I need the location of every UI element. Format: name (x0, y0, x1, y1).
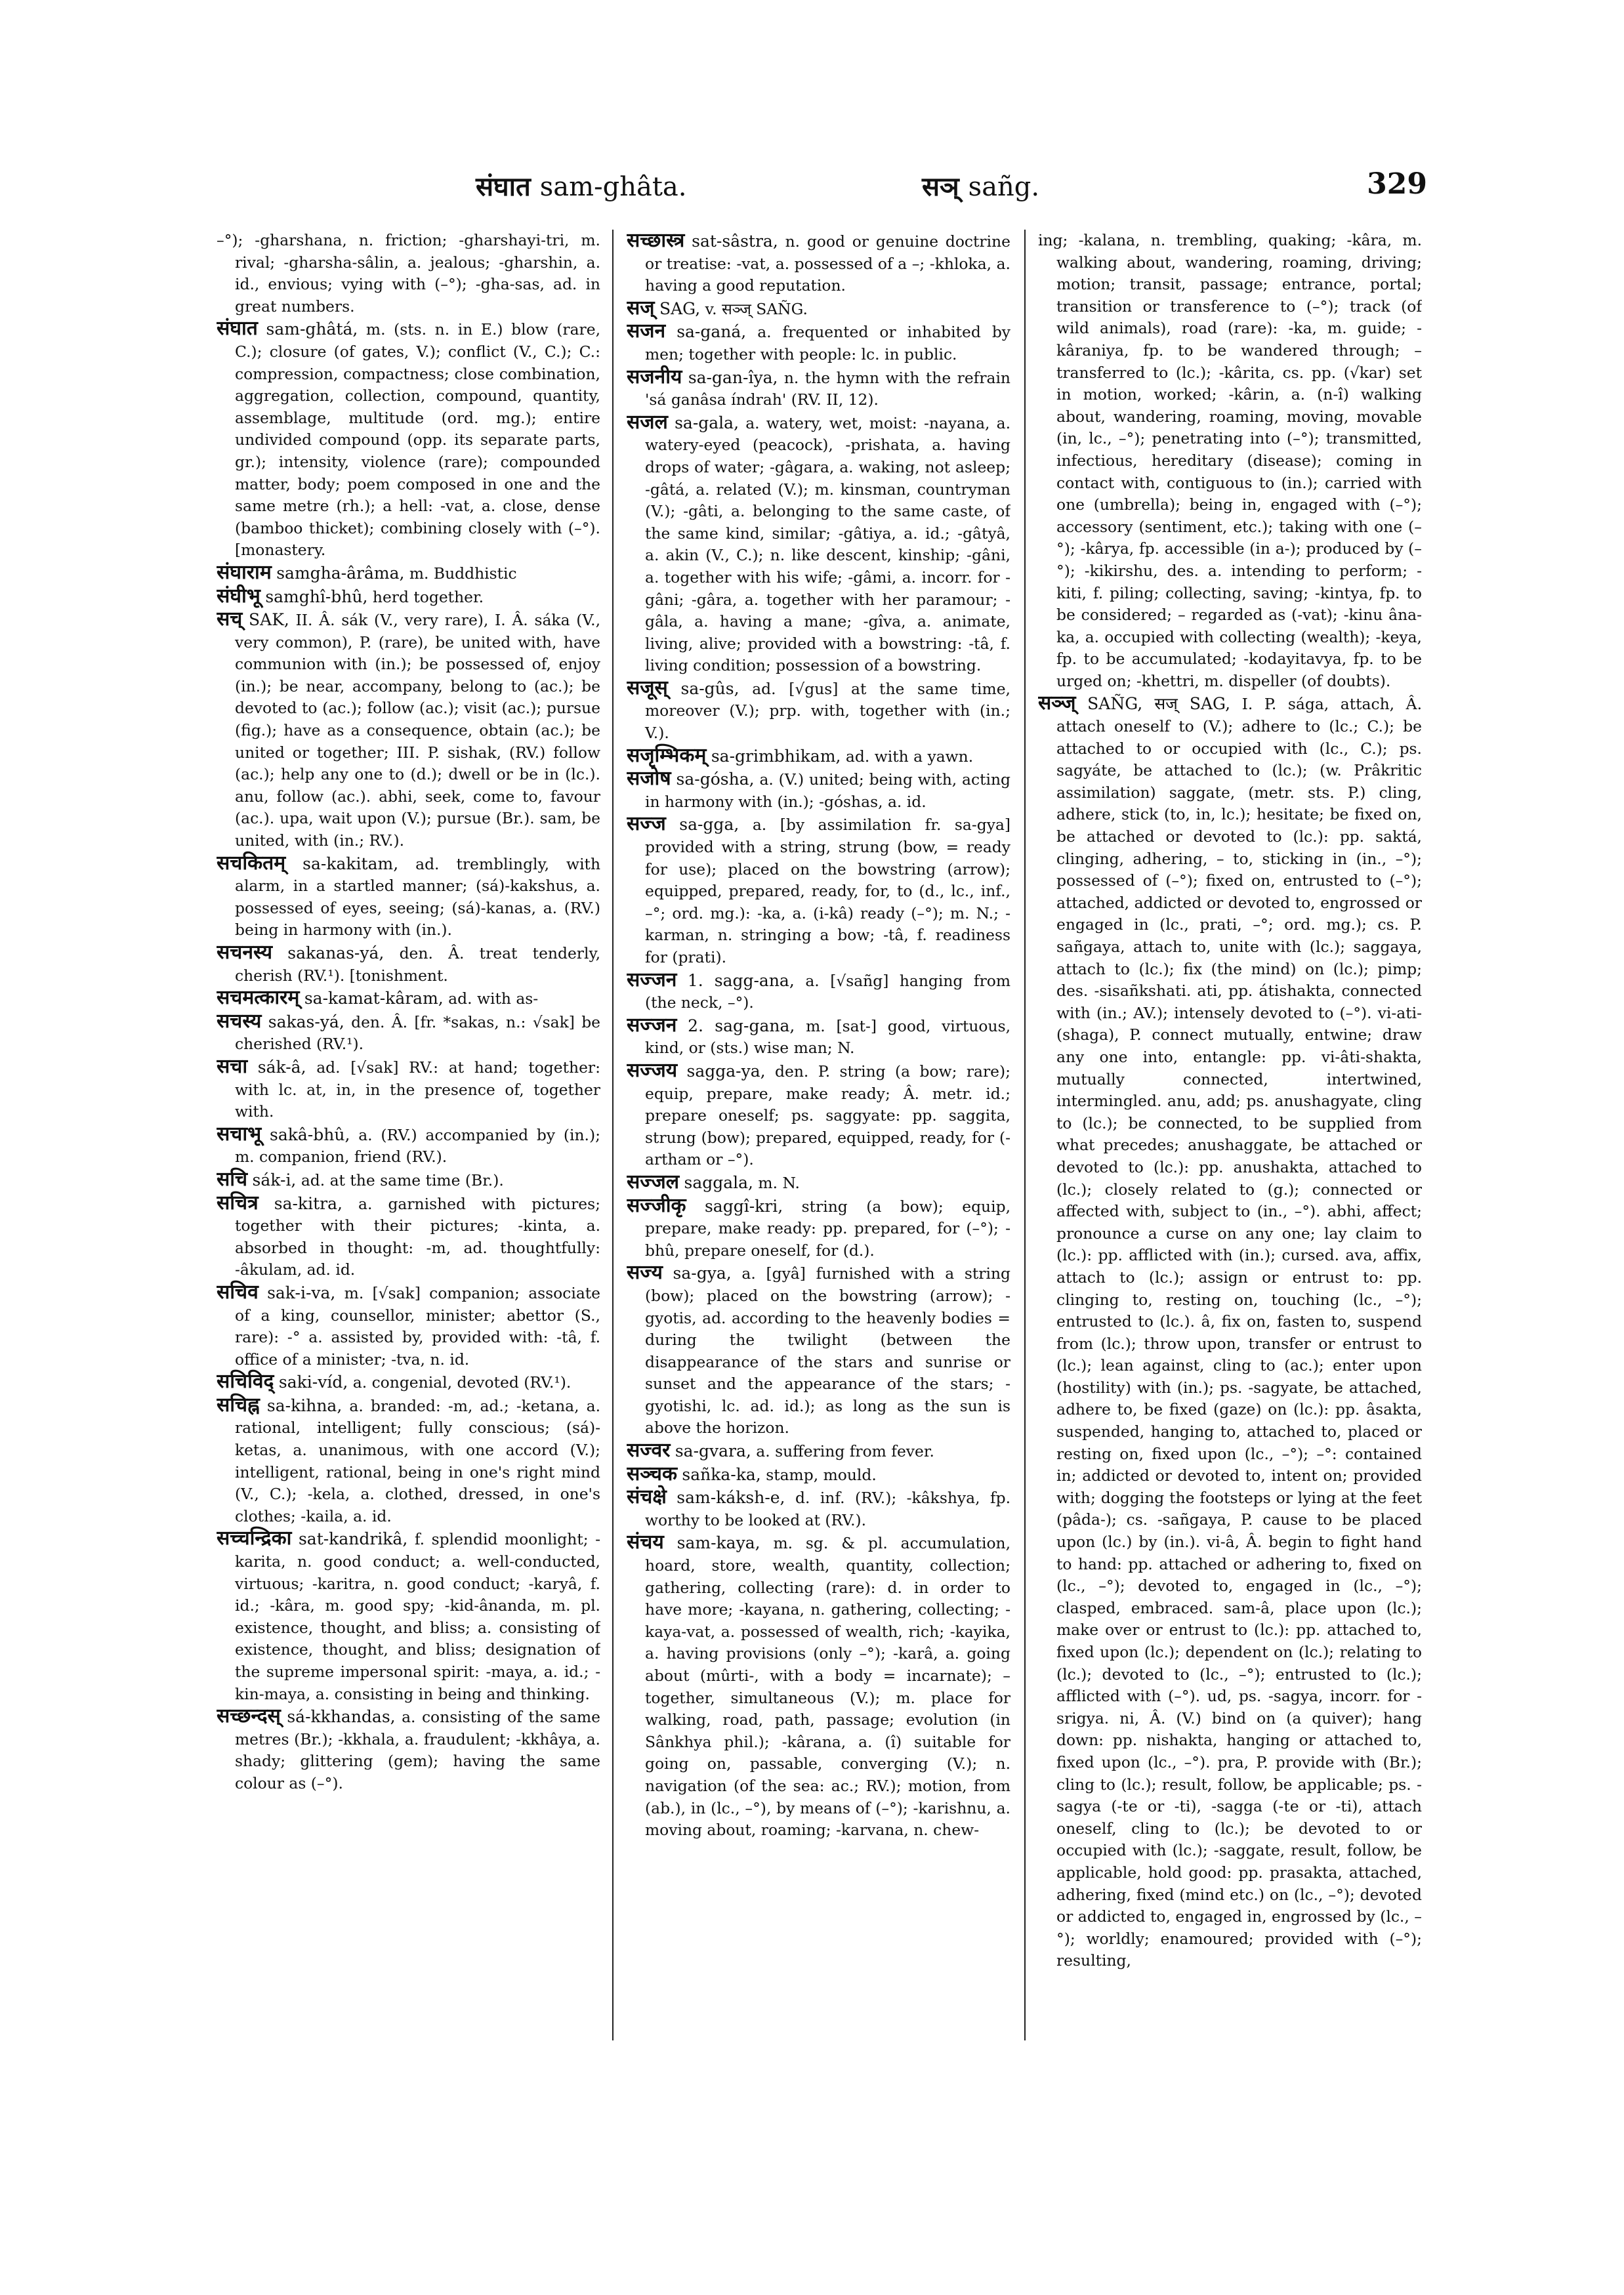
headword-roman: sák-â, (257, 1057, 306, 1077)
headword-devanagari: सजूस् (627, 676, 668, 699)
entry-definition: –°); -gharshana, n. friction; -gharshayi-tri, m. rival; -gharsha-sâlin, a. jealous; -gharshin, a. id., envious; vying with (–°); -gha-sas, ad. in great numbers. (217, 231, 600, 316)
headword-roman: sa-ganá, (677, 322, 747, 342)
dictionary-entry (217, 1394, 600, 1528)
headword-devanagari: सज्जन (627, 1013, 677, 1037)
headword-roman: saki-víd, (278, 1373, 348, 1392)
headword-roman: sakanas-yá, (287, 943, 385, 962)
entry-definition: n. good or genuine doctrine or treatise: -vat, a. possessed of a –; -khloka, a. having a good reputation. (645, 232, 1010, 295)
headword-roman: sa-grimbhikam, (711, 746, 841, 766)
headword-roman: sakâ-bhû, (270, 1125, 350, 1144)
dictionary-entry (627, 366, 1010, 411)
headword-devanagari: सज्ज (627, 812, 666, 836)
entry-definition: n. the hymn with the refrain 'sá ganâsa índrah' (RV. II, 12). (645, 368, 1010, 409)
headword-roman: sak-i-va, (267, 1283, 336, 1302)
entry-definition: m. N. (758, 1173, 800, 1192)
headword-devanagari: सच्छास्त्र (627, 230, 685, 252)
dictionary-entry (217, 562, 600, 585)
running-head-left-roman: sam-ghâta. (539, 172, 687, 202)
dictionary-entry (217, 941, 600, 987)
headword-roman: sa-kihna, (266, 1396, 343, 1415)
headword-roman: sa-kakitam, (302, 854, 399, 873)
headword-devanagari: संचक्षे (627, 1485, 667, 1509)
entry-definition: ad. with as- (448, 989, 539, 1008)
dictionary-entry (217, 608, 600, 852)
headword-roman: sam-kaya, (677, 1533, 760, 1553)
entry-definition: I. P. sága, attach, Â. attach oneself to (V.); adhere to (lc.; C.); be attached to or occupied with (lc., C.); ps. sagyáte, be attached to (lc.); (w. Prâkritic assimilation) saggate, (metr. sts. P.) cling, adhere, stick (to, in, lc.); hesitate; be fixed on, be attached or devoted to (lc.): pp. saktá, clinging, adhering, – to, sticking in (in., –°); possessed of (–°); fixed on, entrusted to (–°); attached, addicted or devoted to, engrossed or engaged in (lc., prati, –°; ord. mg.); cs. P. sañgaya, attach to, unite with (lc.); saggaya, attach to (lc.); fix (the mind) on (lc.); pimp; des. -sisañkshati. ati, pp. átishakta, connected with (in.; AV.); intensely devoted to (–°). vi-ati-(shaga), P. connect mutually, entwine; draw any one into, entangle: pp. vi-âti-shakta, mutually connected, intertwined, intermingled. anu, add; ps. anushagyate, cling to (lc.); be connected, to be supplied from what precedes; anushaggate, be attached or devoted to (lc.): pp. anushakta, attached to (lc.); closely related to (g.); connected or affected with, subject to (in., –°). abhi, affect; pronounce a curse on any one; lay claim to (lc.): pp. afflicted with (in.); cursed. ava, affix, attach to (lc.); assign or entrust to: pp. clinging to, resting on, touching (lc., –°); entrusted to (lc.). â, fix on, fasten to, suspend from (lc.); throw upon, transfer or entrust to (lc.); lean against, cling to (ac.); enter upon (hostility) with (in.); ps. -sagyate, be attached, adhere to, be fixed (gaze) on (lc.): pp. âsakta, suspended, hanging to, attached to, placed or resting on, fixed upon (lc., –°); –°: contained in; addicted or devoted to, intent on; provided with; dogging the footsteps or lying at the feet (pâda-); cs. -sañgaya, P. cause to be placed upon (lc.) by (in.). vi-â, Â. begin to fight hand to hand: pp. attached or adhering to, fixed on (lc., –°); devoted to, engaged in (lc., –°); clasped, embraced. sam-â, place upon (lc.); make over or entrust to (lc.): pp. attached to, fixed upon (lc.); dependent on (lc.); relating to (lc.); devoted to (lc., –°); entrusted to (lc.); afflicted with (–°). ud, ps. -sagya, incorr. for -srigya. ni, Â. (V.) bind on (a quiver); hang down: pp. nishakta, hanging or attached to, fixed upon (lc., –°). pra, P. provide with (Br.); cling to (lc.); result, follow, be applicable; ps. -sagya (-te or -ti), -sagga (-te or -ti), attach oneself, cling to (lc.); be devoted to or occupied with (lc.); -saggate, result, follow, be applicable, hold good: pp. prasakta, attached, adhering, fixed (mind etc.) on (lc., –°); devoted or addicted to, engaged in, engrossed by (lc., –°); worldly; enamoured; provided with (–°); resulting, (1056, 695, 1422, 1970)
dictionary-entry (1038, 230, 1422, 692)
headword-roman: sañka-ka, (682, 1464, 761, 1484)
dictionary-entry (217, 1705, 600, 1794)
headword-devanagari: सचाभू (217, 1122, 262, 1146)
headword-devanagari: सज्जय (627, 1058, 678, 1082)
dictionary-entry (627, 768, 1010, 813)
entry-definition: d. inf. (RV.); -kâkshya, fp. worthy to be looked at (RV.). (645, 1489, 1010, 1529)
headword-roman: sa-gvara, (675, 1441, 751, 1461)
dictionary-entry (627, 1195, 1010, 1262)
dictionary-entry (627, 1463, 1010, 1487)
headword-roman: sa-kitra, (274, 1193, 343, 1213)
headword-roman: 1. sagg-ana, (687, 970, 795, 990)
entry-definition: ad. [√gus] at the same time, moreover (V.); prp. with, together with (in.; V.). (645, 679, 1010, 743)
headword-roman: sa-kamat-kâram, (304, 989, 444, 1008)
column-2 (627, 230, 1010, 2080)
headword-roman: sa-gûs, (680, 678, 739, 698)
running-head-left (476, 167, 686, 203)
entry-definition: a. frequented or inhabited by men; together with people: lc. in public. (645, 323, 1010, 363)
headword-devanagari: संघात (217, 317, 258, 341)
entry-definition: a. branded: -m, ad.; -ketana, a. rational, intelligent; fully conscious; (sá)-ketas, a. unanimous, with one accord (V.); intelligent, rational, being in one's right mind (V., C.); -kela, a. clothed, dressed, in one's clothes; -kaila, a. id. (235, 1396, 600, 1525)
headword-roman: sá-kkhandas, (287, 1707, 396, 1727)
entry-definition: a. consisting of the same metres (Br.); -kkhala, a. fraudulent; -kkhâya, a. shady; glittering (gem); having the same colour as (–°). (235, 1708, 600, 1792)
page-header (217, 167, 1427, 213)
entry-definition: den. Â. [fr. *sakas, n.: √sak] be cherished (RV.¹). (235, 1012, 600, 1054)
headword-roman: SAG, (659, 299, 701, 318)
headword-devanagari: सच् (217, 608, 243, 631)
headword-roman: sat-kandrikâ, (298, 1529, 408, 1549)
entry-definition: a. watery, wet, moist: -nayana, a. watery-eyed (peacock), -prishata, a. having drops of water; -gâgara, a. waking, not asleep; -gâtá, a. related (V.); m. kinsman, countryman (V.); -gâti, a. belonging to the same caste, of the same kind, similar; -gâtiya, a. id.; -gâtyâ, a. akin (V., C.); n. like descent, kinship; -gâni, a. together with his wife; -gâmi, a. incorr. for -gâni; -gâra, a. together with her paramour; -gâla, a. having a mane; -gîva, a. animate, living, alive; provided with a bowstring: -tâ, f. living condition; possession of a bowstring. (645, 413, 1010, 675)
headword-devanagari: सचिव (217, 1280, 259, 1304)
headword-roman: sák-i, (252, 1170, 297, 1189)
entry-definition: m. [√sak] companion; associate of a king, counsellor, minister; abettor (S., rare): -° a. assisted by, provided with: -tâ, f. office of a minister; -tva, n. id. (235, 1283, 600, 1369)
headword-devanagari: सञ्चक (627, 1462, 677, 1485)
dictionary-entry (627, 230, 1010, 297)
dictionary-entry (627, 745, 1010, 768)
headword-devanagari: सच्छन्दस् (217, 1705, 281, 1728)
dictionary-entry (627, 969, 1010, 1014)
column-1 (217, 230, 600, 2080)
dictionary-entry (217, 1123, 600, 1168)
entry-definition: ad. with a yawn. (845, 747, 974, 766)
dictionary-entry (217, 1371, 600, 1394)
dictionary-entry (217, 1527, 600, 1705)
entry-definition: m. [sat-] good, virtuous, kind, or (sts.) wise man; N. (645, 1016, 1010, 1058)
entry-definition: ad. tremblingly, with alarm, in a startled manner; (sá)-kakshus, a. possessed of eyes, seeing; (sá)-kanas, a. (RV.) being in harmony with (in.). (235, 854, 600, 940)
headword-roman: sam-ghâtá, (266, 320, 358, 339)
headword-roman: sa-gan-îya, (688, 367, 778, 387)
headword-roman: samghî-bhû, (265, 587, 368, 606)
column-divider (1024, 230, 1026, 2040)
entry-definition: herd together. (372, 587, 484, 606)
dictionary-entry (627, 320, 1010, 365)
headword-devanagari: सचमत्कारम् (217, 986, 300, 1010)
entry-definition: den. Â. treat tenderly, cherish (RV.¹). [tonishment. (235, 944, 600, 985)
dictionary-entry (627, 1439, 1010, 1463)
entry-definition: a. [√sañg] hanging from (the neck, –°). (645, 971, 1010, 1012)
headword-roman: sa-gya, (673, 1264, 732, 1283)
entry-definition: v. सञ्ज् SAÑG. (705, 299, 808, 318)
dictionary-entry (217, 1168, 600, 1192)
dictionary-entry (627, 1014, 1010, 1060)
headword-devanagari: संघाराम (217, 560, 272, 584)
entry-definition: m. (sts. n. in E.) blow (rare, C.); closure (of gates, V.); conflict (V., C.); C.: compression, compactness; close combination, aggregation, collection, compound, quantity, assemblage, multitude (ord. mg.); entire undivided compound (opp. its separate parts, gr.); intensity, violence (rare); compounded matter, body; poem composed in one and the same metre (rh.); a hell: -vat, a. close, dense (bamboo thicket); combining closely with (–°). [monastery. (235, 320, 600, 560)
dictionary-entry (217, 1281, 600, 1371)
headword-devanagari: सञ्ज् (1038, 692, 1076, 715)
entry-definition: f. splendid moonlight; -karita, n. good conduct; a. well-conducted, virtuous; -karitra, n. good conduct; -karyâ, f. id.; -kâra, m. good spy; -kid-ânanda, m. pl. existence, thought, and bliss; a. consisting of existence, thought, and bliss; designation of the supreme impersonal spirit: -maya, a. id.; -kin-maya, a. consisting in being and thinking. (235, 1530, 600, 1703)
headword-devanagari: सज्जल (627, 1170, 680, 1193)
entry-definition: ing; -kalana, n. trembling, quaking; -kâra, m. walking about, wandering, roaming, driving; motion; transit, passage; entrance, portal; transition or transference to (–°); track (of wild animals), road (rare): -ka, m. guide; -kâraniya, fp. to be wandered through; – transferred to (lc.); -kârita, cs. pp. (√kar) set in motion, worked; -kârin, a. (n-î) walking about, wandering, roaming, moving, movable (in, lc., –°); penetrating into (–°); transmitted, infectious, hereditary (disease); coming in contact with, contiguous to (in.); carried with one (umbrella); being in, engaged with (–°); accessory (sentiment, etc.); taking with one (–°); -kârya, fp. accessible (in a-); produced by (–°); -kikirshu, des. a. intending to perform; -kiti, f. piling; collecting, saving; -kintya, fp. to be considered; – regarded as (-vat); -kinu âna-ka, a. occupied with collecting (wealth); -keya, fp. to be accumulated; -kodayitavya, fp. to be urged on; -khettri, m. dispeller (of doubts). (1038, 231, 1422, 690)
headword-roman: SAK, (249, 610, 289, 630)
entry-definition: string (a bow); equip, prepare, make ready: pp. prepared, for (–°); -bhû, prepare oneself, for (d.). (645, 1197, 1010, 1260)
dictionary-entry (217, 230, 600, 318)
dictionary-entry (217, 1010, 600, 1056)
entry-definition: a. (V.) united; being with, acting in harmony with (in.); -góshas, a. id. (645, 770, 1010, 811)
headword-devanagari: सचकितम् (217, 851, 286, 875)
headword-devanagari: सज् (627, 296, 655, 320)
running-head-center-roman: sañg. (968, 172, 1040, 202)
dictionary-entry (627, 297, 1010, 321)
headword-devanagari: सचा (217, 1054, 248, 1078)
headword-devanagari: सजोष (627, 767, 671, 791)
headword-roman: samgha-ârâma, (276, 563, 405, 583)
dictionary-entry (627, 1262, 1010, 1439)
headword-devanagari: सजृम्भिकम् (627, 743, 707, 767)
headword-devanagari: संचय (627, 1531, 664, 1554)
entry-definition: den. P. string (a bow; rare); equip, prepare, make ready; Â. metr. id.; prepare oneself; ps. saggyate: pp. saggita, strung (bow); prepared, equipped, ready, for (-artham or –°). (645, 1062, 1010, 1169)
headword-devanagari: सज्जीकृ (627, 1193, 686, 1217)
headword-devanagari: सचित्र (217, 1191, 259, 1214)
entry-definition: a. [by assimilation fr. sa-gya] provided with a string, strung (bow, = ready for use); placed on the bowstring (arrow); equipped, prepared, ready, for, to (d., lc., inf., –°; ord. mg.): -ka, a. (i-kâ) ready (–°); m. N.; -karman, n. stringing a bow; -tâ, f. readiness for (prati). (645, 816, 1010, 966)
entry-definition: ad. at the same time (Br.). (301, 1170, 504, 1189)
headword-devanagari: सज्य (627, 1261, 663, 1285)
headword-roman: sam-káksh-e, (677, 1488, 785, 1508)
headword-roman: sagga-ya, (686, 1061, 766, 1081)
headword-devanagari: सच्चन्द्रिका (217, 1527, 292, 1550)
headword-roman: sa-gala, (675, 413, 739, 432)
headword-roman: SAÑG, सज् SAG, (1087, 694, 1231, 714)
dictionary-entry (217, 585, 600, 609)
running-head-center-devanagari: सञ् (922, 171, 959, 202)
dictionary-entry (217, 1192, 600, 1281)
entry-definition: ad. [√sak] RV.: at hand; together: with lc. at, in, in the presence of, together with. (235, 1058, 600, 1121)
dictionary-entry (627, 1531, 1010, 1841)
entry-definition: stamp, mould. (766, 1465, 877, 1484)
dictionary-entry (217, 987, 600, 1010)
headword-devanagari: सजनीय (627, 365, 682, 388)
headword-roman: saggî-kri, (704, 1196, 783, 1216)
dictionary-entry (217, 1056, 600, 1123)
entry-definition: a. suffering from fever. (756, 1442, 934, 1461)
headword-devanagari: सजल (627, 410, 668, 434)
headword-roman: 2. sag-gana, (688, 1016, 795, 1035)
headword-roman: sat-sâstra, (692, 232, 778, 251)
headword-devanagari: सज्जन (627, 968, 677, 991)
dictionary-entry (217, 318, 600, 562)
dictionary-columns (217, 230, 1427, 2080)
dictionary-entry (217, 852, 600, 941)
dictionary-entry (627, 411, 1010, 677)
headword-devanagari: सचनस्य (217, 941, 273, 964)
entry-definition: m. sg. & pl. accumulation, hoard, store, wealth, quantity, collection; gathering, collecting (rare): d. in order to have more; -kayana, n. gathering, collecting; -kaya-vat, a. possessed of wealth, rich; -kayika, a. having provisions (only –°); -karâ, a. going about (mûrti-, with a body = incarnate); – together, simultaneous (V.); m. place for walking, road, path, passage; evolution (in Sânkhya phil.); -kârana, a. (î) suitable for going on, passable, converging (V.); n. navigation (of the sea: ac.; RV.); motion, from (ab.), in (lc., –°), by means of (–°); -karishnu, a. moving about, roaming; -karvana, n. chew- (645, 1534, 1010, 1840)
entry-definition: a. congenial, devoted (RV.¹). (352, 1373, 572, 1392)
entry-definition: a. [gyâ] furnished with a string (bow); placed on the bowstring (arrow); -gyotis, ad. according to the heavenly bodies = during the twilight (between the disappearance of the stars and sunrise or sunset and the appearance of the stars; -gyotishi, lc. ad. id.); as long as the sun is above the horizon. (645, 1264, 1010, 1437)
headword-devanagari: सज्वर (627, 1439, 671, 1462)
entry-definition: a. garnished with pictures; together with their pictures; -kinta, a. absorbed in thought: -m, ad. thoughtfully: -âkulam, ad. id. (235, 1194, 600, 1279)
dictionary-entry (627, 1171, 1010, 1195)
headword-devanagari: सचिविद् (217, 1370, 274, 1394)
entry-definition: II. Â. sák (V., very rare), I. Â. sáka (V., very common), P. (rare), be united with, have communion with (in.); be possessed of, enjoy (in.); be near, accompany, belong to (ac.); be devoted to (ac.); follow (ac.); visit (ac.); pursue (fig.); have as a consequence, obtain (ac.); be united or together; III. P. sishak, (RV.) follow (ac.); help any one to (d.); dwell or be in (lc.). anu, follow (ac.). abhi, seek, come to, favour (ac.). upa, wait upon (V.); pursue (Br.). sam, be united, with (in.; RV.). (235, 611, 600, 850)
headword-devanagari: सचि (217, 1167, 248, 1191)
column-3 (1038, 230, 1422, 2080)
headword-roman: sakas-yá, (268, 1012, 344, 1031)
column-divider (612, 230, 614, 2040)
headword-roman: saggala, (684, 1172, 753, 1192)
page-number: 329 (1367, 167, 1427, 201)
running-head-center (922, 167, 1039, 203)
dictionary-entry (627, 813, 1010, 968)
entry-definition: a. (RV.) accompanied by (in.); m. companion, friend (RV.). (235, 1125, 600, 1167)
headword-devanagari: सचिह्न (217, 1393, 260, 1416)
entry-definition: m. Buddhistic (409, 564, 517, 583)
dictionary-entry (627, 677, 1010, 745)
dictionary-entry (627, 1486, 1010, 1531)
headword-devanagari: संघीभू (217, 584, 260, 608)
headword-devanagari: सचस्य (217, 1009, 262, 1033)
dictionary-entry (1038, 692, 1422, 1972)
headword-roman: sa-gósha, (676, 770, 755, 789)
headword-roman: sa-gga, (679, 815, 739, 835)
running-head-left-devanagari: संघात (476, 171, 531, 202)
headword-devanagari: सजन (627, 320, 666, 343)
dictionary-entry (627, 1060, 1010, 1171)
